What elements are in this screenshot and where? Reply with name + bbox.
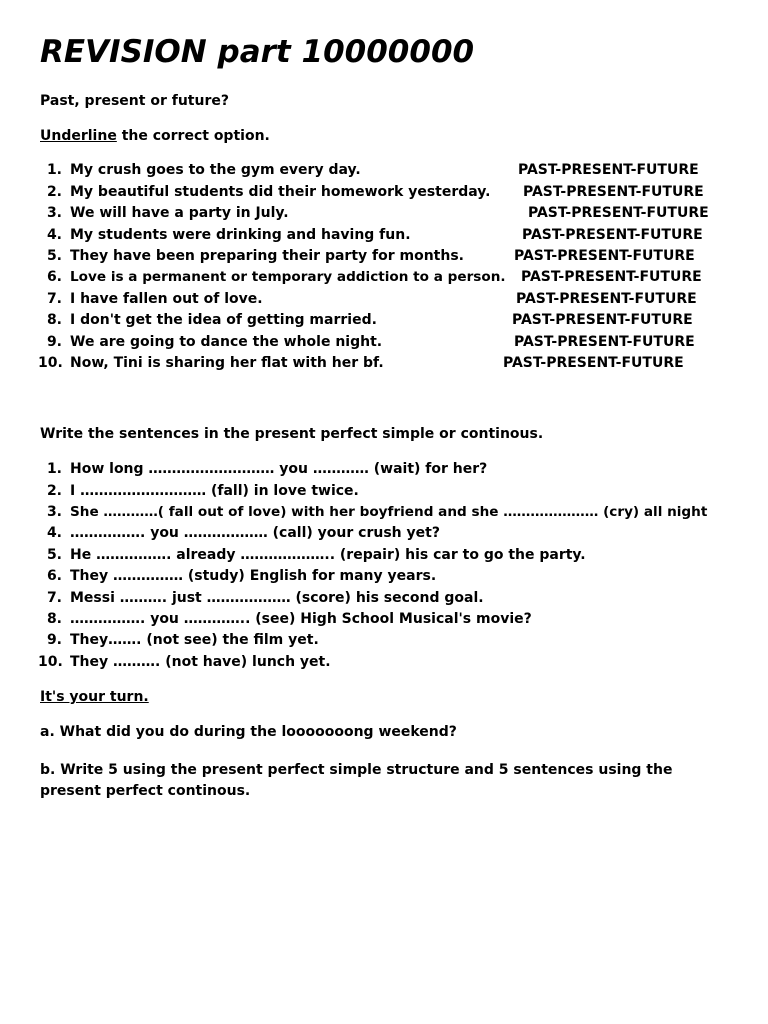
item-number: 6. [46,568,62,584]
item-number: 4. [46,227,62,243]
item-number: 8. [46,611,62,627]
item-sentence[interactable]: ……………. you ………….. (see) High School Musical's movie? [70,611,532,627]
item-sentence: My crush goes to the gym every day. [70,162,361,178]
item-sentence[interactable]: ……………. you ……………… (call) your crush yet? [70,525,440,541]
item-number: 6. [46,269,62,285]
item-sentence: Love is a permanent or temporary addiction to a person. [70,269,506,285]
item-number: 2. [46,184,62,200]
page-title: REVISION part 10000000 [40,34,475,70]
item-number: 9. [46,334,62,350]
item-sentence: Now, Tini is sharing her flat with her bf. [70,355,384,371]
item-number: 5. [46,248,62,264]
item-number: 7. [46,590,62,606]
tense-options[interactable]: PAST-PRESENT-FUTURE [514,248,695,264]
tense-options[interactable]: PAST-PRESENT-FUTURE [516,291,697,307]
item-sentence[interactable]: They……. (not see) the film yet. [70,632,319,648]
item-number: 10. [38,654,63,670]
tense-options[interactable]: PAST-PRESENT-FUTURE [523,184,704,200]
item-number: 1. [46,162,62,178]
item-sentence: My students were drinking and having fun. [70,227,411,243]
item-sentence: I don't get the idea of getting married. [70,312,377,328]
tense-options[interactable]: PAST-PRESENT-FUTURE [528,205,709,221]
item-number: 7. [46,291,62,307]
item-number: 8. [46,312,62,328]
item-sentence[interactable]: I ……………………… (fall) in love twice. [70,483,359,499]
item-sentence[interactable]: How long ……………………… you ………… (wait) for her? [70,461,488,477]
instruction-underlined-word: Underline [40,128,117,144]
item-number: 3. [46,504,62,520]
item-sentence[interactable]: She …………( fall out of love) with her boyfriend and she ………………… (cry) all night [70,504,708,520]
tense-options[interactable]: PAST-PRESENT-FUTURE [521,269,702,285]
item-sentence: I have fallen out of love. [70,291,263,307]
item-number: 10. [38,355,63,371]
item-number: 2. [46,483,62,499]
tense-options[interactable]: PAST-PRESENT-FUTURE [512,312,693,328]
item-sentence: We are going to dance the whole night. [70,334,383,350]
item-number: 1. [46,461,62,477]
item-sentence: My beautiful students did their homework yesterday. [70,184,491,200]
question-a: a. What did you do during the looooooong weekend? [40,724,457,740]
section3-heading: It's your turn. [40,689,149,705]
item-sentence: They have been preparing their party for months. [70,248,464,264]
item-number: 5. [46,547,62,563]
tense-options[interactable]: PAST-PRESENT-FUTURE [503,355,684,371]
tense-options[interactable]: PAST-PRESENT-FUTURE [514,334,695,350]
item-sentence[interactable]: Messi ………. just ……………… (score) his second goal. [70,590,484,606]
question-b: b. Write 5 using the present perfect simple structure and 5 sentences using the present perfect continous. [40,762,673,799]
item-sentence[interactable]: He ……………. already ……………….. (repair) his car to go the party. [70,547,586,563]
item-number: 3. [46,205,62,221]
tense-options[interactable]: PAST-PRESENT-FUTURE [522,227,703,243]
section1-question: Past, present or future? [40,93,229,109]
instruction-rest: the correct option. [116,128,270,144]
item-sentence[interactable]: They …………… (study) English for many years. [70,568,437,584]
item-number: 4. [46,525,62,541]
tense-options[interactable]: PAST-PRESENT-FUTURE [518,162,699,178]
section2-instruction: Write the sentences in the present perfect simple or continous. [40,426,544,442]
item-sentence[interactable]: They ………. (not have) lunch yet. [70,654,331,670]
item-sentence: We will have a party in July. [70,205,289,221]
section1-instruction [40,128,270,144]
item-number: 9. [46,632,62,648]
